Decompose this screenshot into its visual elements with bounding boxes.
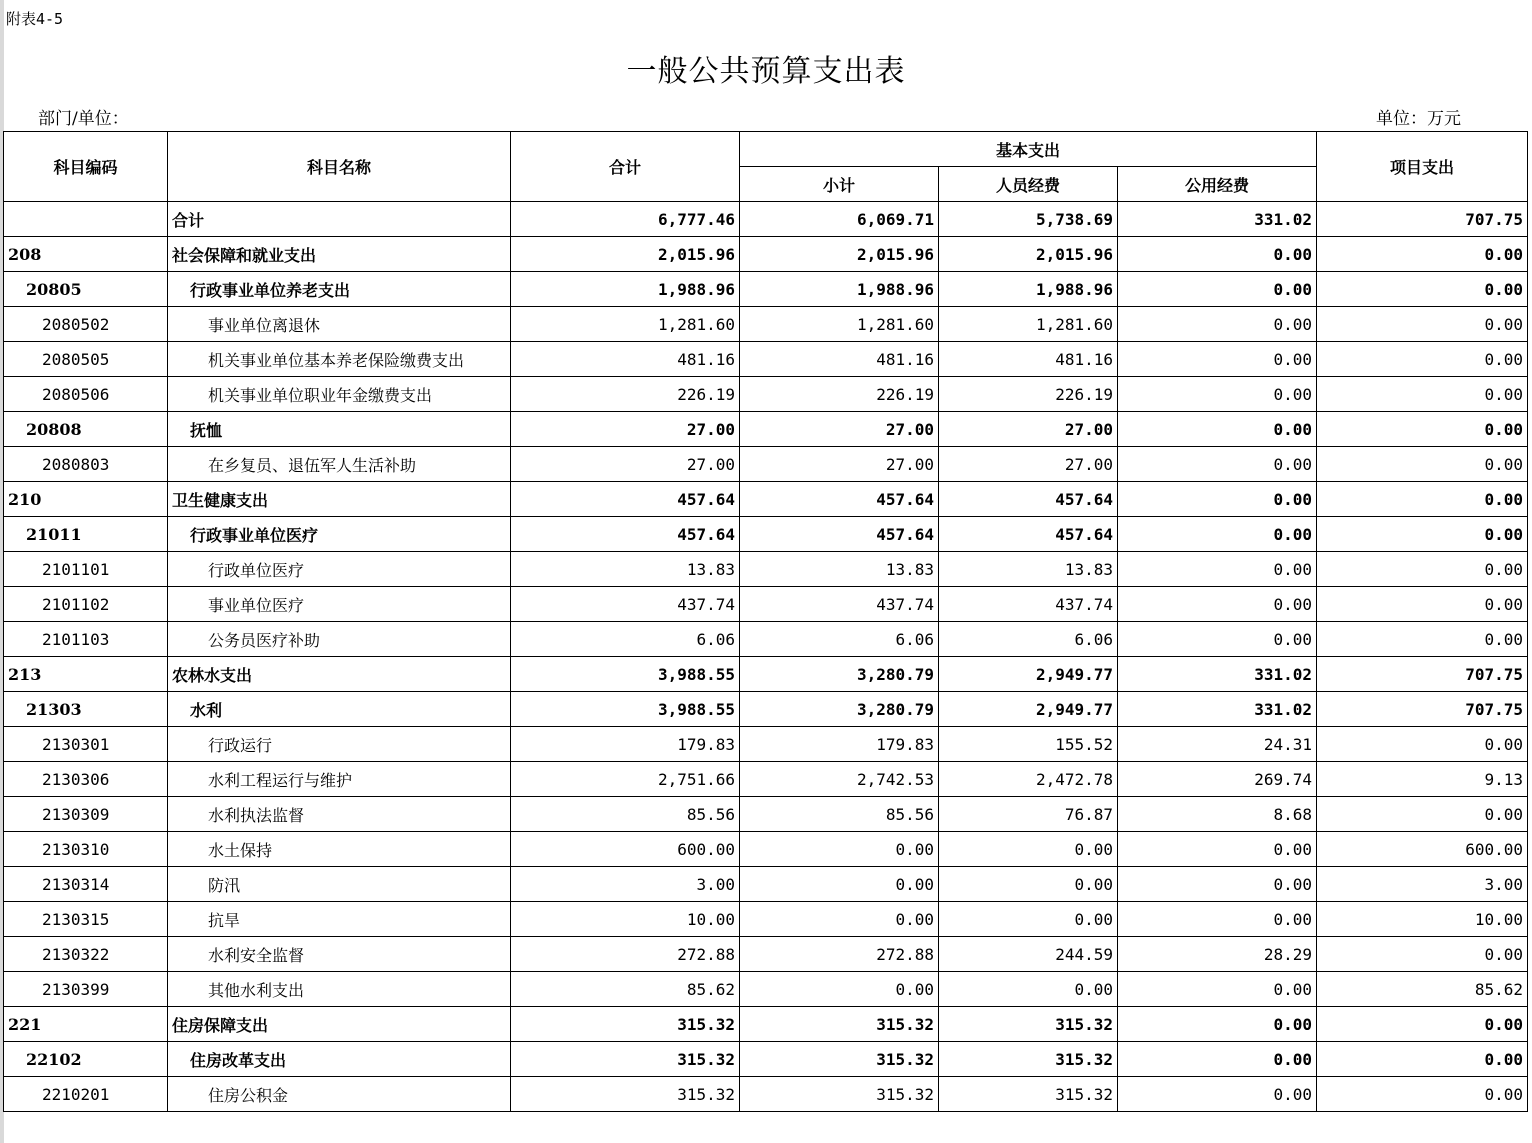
cell-personnel: 457.64 bbox=[939, 517, 1118, 552]
cell-project: 0.00 bbox=[1317, 482, 1528, 517]
cell-total: 315.32 bbox=[511, 1007, 740, 1042]
cell-name: 水利执法监督 bbox=[168, 797, 511, 832]
table-row bbox=[4, 412, 1528, 447]
cell-project: 85.62 bbox=[1317, 972, 1528, 1007]
table-row bbox=[4, 377, 1528, 412]
cell-code: 208 bbox=[4, 237, 168, 272]
cell-public: 0.00 bbox=[1118, 1007, 1317, 1042]
table-row bbox=[4, 447, 1528, 482]
cell-public: 0.00 bbox=[1118, 832, 1317, 867]
cell-subtotal: 6,069.71 bbox=[740, 202, 939, 237]
cell-total: 481.16 bbox=[511, 342, 740, 377]
cell-total: 1,281.60 bbox=[511, 307, 740, 342]
cell-public: 331.02 bbox=[1118, 692, 1317, 727]
cell-name: 公务员医疗补助 bbox=[168, 622, 511, 657]
table-row bbox=[4, 1007, 1528, 1042]
cell-code: 22102 bbox=[4, 1042, 168, 1077]
cell-subtotal: 6.06 bbox=[740, 622, 939, 657]
cell-name: 机关事业单位职业年金缴费支出 bbox=[168, 377, 511, 412]
cell-personnel: 226.19 bbox=[939, 377, 1118, 412]
cell-code: 2130306 bbox=[4, 762, 168, 797]
cell-code: 2210201 bbox=[4, 1077, 168, 1112]
cell-subtotal: 0.00 bbox=[740, 832, 939, 867]
cell-public: 0.00 bbox=[1118, 342, 1317, 377]
cell-code: 20808 bbox=[4, 412, 168, 447]
cell-name: 行政运行 bbox=[168, 727, 511, 762]
cell-name: 行政事业单位养老支出 bbox=[168, 272, 511, 307]
cell-public: 8.68 bbox=[1118, 797, 1317, 832]
table-row bbox=[4, 937, 1528, 972]
cell-project: 0.00 bbox=[1317, 727, 1528, 762]
cell-name: 行政事业单位医疗 bbox=[168, 517, 511, 552]
cell-name: 卫生健康支出 bbox=[168, 482, 511, 517]
table-row bbox=[4, 342, 1528, 377]
cell-code: 21011 bbox=[4, 517, 168, 552]
cell-subtotal: 315.32 bbox=[740, 1042, 939, 1077]
cell-total: 27.00 bbox=[511, 412, 740, 447]
cell-personnel: 457.64 bbox=[939, 482, 1118, 517]
cell-public: 24.31 bbox=[1118, 727, 1317, 762]
cell-project: 0.00 bbox=[1317, 937, 1528, 972]
cell-public: 0.00 bbox=[1118, 377, 1317, 412]
cell-project: 0.00 bbox=[1317, 377, 1528, 412]
cell-personnel: 1,281.60 bbox=[939, 307, 1118, 342]
cell-name: 住房改革支出 bbox=[168, 1042, 511, 1077]
cell-subtotal: 179.83 bbox=[740, 727, 939, 762]
cell-project: 0.00 bbox=[1317, 272, 1528, 307]
cell-code bbox=[4, 202, 168, 237]
cell-total: 6,777.46 bbox=[511, 202, 740, 237]
cell-public: 0.00 bbox=[1118, 1042, 1317, 1077]
cell-name: 其他水利支出 bbox=[168, 972, 511, 1007]
cell-project: 0.00 bbox=[1317, 412, 1528, 447]
cell-code: 2101101 bbox=[4, 552, 168, 587]
header-project: 项目支出 bbox=[1317, 132, 1528, 202]
table-row bbox=[4, 762, 1528, 797]
cell-subtotal: 272.88 bbox=[740, 937, 939, 972]
cell-code: 210 bbox=[4, 482, 168, 517]
cell-project: 9.13 bbox=[1317, 762, 1528, 797]
cell-project: 0.00 bbox=[1317, 622, 1528, 657]
budget-table bbox=[3, 131, 1528, 1112]
cell-public: 0.00 bbox=[1118, 482, 1317, 517]
cell-subtotal: 226.19 bbox=[740, 377, 939, 412]
cell-code: 2080505 bbox=[4, 342, 168, 377]
cell-personnel: 481.16 bbox=[939, 342, 1118, 377]
cell-personnel: 1,988.96 bbox=[939, 272, 1118, 307]
cell-total: 600.00 bbox=[511, 832, 740, 867]
cell-personnel: 27.00 bbox=[939, 447, 1118, 482]
cell-personnel: 437.74 bbox=[939, 587, 1118, 622]
cell-subtotal: 2,015.96 bbox=[740, 237, 939, 272]
header-personnel: 人员经费 bbox=[939, 167, 1118, 202]
cell-project: 10.00 bbox=[1317, 902, 1528, 937]
cell-code: 2130309 bbox=[4, 797, 168, 832]
cell-name: 事业单位离退休 bbox=[168, 307, 511, 342]
cell-personnel: 315.32 bbox=[939, 1077, 1118, 1112]
table-row bbox=[4, 482, 1528, 517]
page-title: 一般公共预算支出表 bbox=[626, 54, 906, 89]
header-basic: 基本支出 bbox=[740, 132, 1317, 167]
cell-project: 0.00 bbox=[1317, 342, 1528, 377]
cell-subtotal: 0.00 bbox=[740, 902, 939, 937]
cell-code: 2080506 bbox=[4, 377, 168, 412]
cell-public: 0.00 bbox=[1118, 412, 1317, 447]
cell-code: 2130310 bbox=[4, 832, 168, 867]
cell-name: 水利安全监督 bbox=[168, 937, 511, 972]
cell-project: 0.00 bbox=[1317, 237, 1528, 272]
cell-personnel: 0.00 bbox=[939, 972, 1118, 1007]
cell-code: 2130301 bbox=[4, 727, 168, 762]
cell-total: 85.56 bbox=[511, 797, 740, 832]
cell-code: 21303 bbox=[4, 692, 168, 727]
cell-subtotal: 315.32 bbox=[740, 1077, 939, 1112]
table-row bbox=[4, 832, 1528, 867]
cell-project: 0.00 bbox=[1317, 1077, 1528, 1112]
cell-subtotal: 1,281.60 bbox=[740, 307, 939, 342]
appendix-label: 附表4-5 bbox=[6, 10, 64, 28]
cell-name: 合计 bbox=[168, 202, 511, 237]
cell-personnel: 76.87 bbox=[939, 797, 1118, 832]
cell-project: 0.00 bbox=[1317, 587, 1528, 622]
cell-total: 6.06 bbox=[511, 622, 740, 657]
cell-project: 3.00 bbox=[1317, 867, 1528, 902]
table-row bbox=[4, 552, 1528, 587]
cell-total: 3,988.55 bbox=[511, 692, 740, 727]
cell-name: 住房公积金 bbox=[168, 1077, 511, 1112]
cell-public: 0.00 bbox=[1118, 867, 1317, 902]
table-row bbox=[4, 657, 1528, 692]
cell-personnel: 155.52 bbox=[939, 727, 1118, 762]
cell-total: 179.83 bbox=[511, 727, 740, 762]
cell-public: 269.74 bbox=[1118, 762, 1317, 797]
table-row bbox=[4, 797, 1528, 832]
cell-code: 20805 bbox=[4, 272, 168, 307]
header-public: 公用经费 bbox=[1118, 167, 1317, 202]
table-body bbox=[4, 202, 1528, 1112]
cell-personnel: 2,949.77 bbox=[939, 657, 1118, 692]
cell-project: 707.75 bbox=[1317, 657, 1528, 692]
cell-project: 707.75 bbox=[1317, 692, 1528, 727]
unit-label: 单位：万元 bbox=[1376, 109, 1461, 129]
table-row bbox=[4, 272, 1528, 307]
cell-subtotal: 27.00 bbox=[740, 447, 939, 482]
cell-public: 0.00 bbox=[1118, 517, 1317, 552]
cell-total: 3.00 bbox=[511, 867, 740, 902]
cell-code: 221 bbox=[4, 1007, 168, 1042]
table-row bbox=[4, 587, 1528, 622]
table-row bbox=[4, 517, 1528, 552]
cell-personnel: 0.00 bbox=[939, 867, 1118, 902]
cell-project: 0.00 bbox=[1317, 552, 1528, 587]
cell-personnel: 6.06 bbox=[939, 622, 1118, 657]
cell-public: 0.00 bbox=[1118, 972, 1317, 1007]
cell-total: 437.74 bbox=[511, 587, 740, 622]
table-row bbox=[4, 307, 1528, 342]
cell-code: 2130315 bbox=[4, 902, 168, 937]
cell-name: 抗旱 bbox=[168, 902, 511, 937]
cell-total: 3,988.55 bbox=[511, 657, 740, 692]
cell-subtotal: 457.64 bbox=[740, 482, 939, 517]
cell-name: 行政单位医疗 bbox=[168, 552, 511, 587]
cell-name: 水利 bbox=[168, 692, 511, 727]
table-row bbox=[4, 237, 1528, 272]
cell-total: 272.88 bbox=[511, 937, 740, 972]
cell-subtotal: 3,280.79 bbox=[740, 692, 939, 727]
cell-project: 0.00 bbox=[1317, 307, 1528, 342]
cell-subtotal: 85.56 bbox=[740, 797, 939, 832]
cell-personnel: 315.32 bbox=[939, 1007, 1118, 1042]
cell-subtotal: 1,988.96 bbox=[740, 272, 939, 307]
cell-public: 0.00 bbox=[1118, 902, 1317, 937]
table-row bbox=[4, 902, 1528, 937]
cell-subtotal: 3,280.79 bbox=[740, 657, 939, 692]
table-row bbox=[4, 1077, 1528, 1112]
header-name: 科目名称 bbox=[168, 132, 511, 202]
cell-total: 457.64 bbox=[511, 517, 740, 552]
header-subtotal: 小计 bbox=[740, 167, 939, 202]
cell-total: 226.19 bbox=[511, 377, 740, 412]
cell-project: 707.75 bbox=[1317, 202, 1528, 237]
cell-name: 水土保持 bbox=[168, 832, 511, 867]
table-row bbox=[4, 622, 1528, 657]
cell-name: 机关事业单位基本养老保险缴费支出 bbox=[168, 342, 511, 377]
cell-code: 2130322 bbox=[4, 937, 168, 972]
table-row bbox=[4, 692, 1528, 727]
cell-personnel: 27.00 bbox=[939, 412, 1118, 447]
cell-public: 0.00 bbox=[1118, 587, 1317, 622]
table-row bbox=[4, 727, 1528, 762]
cell-public: 331.02 bbox=[1118, 657, 1317, 692]
cell-code: 2080502 bbox=[4, 307, 168, 342]
cell-subtotal: 315.32 bbox=[740, 1007, 939, 1042]
cell-total: 2,751.66 bbox=[511, 762, 740, 797]
table-row bbox=[4, 1042, 1528, 1077]
cell-code: 2101102 bbox=[4, 587, 168, 622]
cell-public: 0.00 bbox=[1118, 307, 1317, 342]
cell-total: 2,015.96 bbox=[511, 237, 740, 272]
cell-code: 213 bbox=[4, 657, 168, 692]
cell-total: 10.00 bbox=[511, 902, 740, 937]
cell-public: 0.00 bbox=[1118, 272, 1317, 307]
department-label: 部门/单位： bbox=[38, 109, 129, 129]
cell-total: 27.00 bbox=[511, 447, 740, 482]
cell-public: 0.00 bbox=[1118, 447, 1317, 482]
cell-personnel: 2,015.96 bbox=[939, 237, 1118, 272]
cell-public: 0.00 bbox=[1118, 552, 1317, 587]
cell-subtotal: 481.16 bbox=[740, 342, 939, 377]
cell-name: 在乡复员、退伍军人生活补助 bbox=[168, 447, 511, 482]
header-total: 合计 bbox=[511, 132, 740, 202]
cell-project: 600.00 bbox=[1317, 832, 1528, 867]
cell-personnel: 2,949.77 bbox=[939, 692, 1118, 727]
cell-personnel: 0.00 bbox=[939, 902, 1118, 937]
cell-personnel: 315.32 bbox=[939, 1042, 1118, 1077]
cell-name: 住房保障支出 bbox=[168, 1007, 511, 1042]
cell-personnel: 5,738.69 bbox=[939, 202, 1118, 237]
cell-subtotal: 0.00 bbox=[740, 867, 939, 902]
cell-public: 0.00 bbox=[1118, 237, 1317, 272]
header-code: 科目编码 bbox=[4, 132, 168, 202]
cell-project: 0.00 bbox=[1317, 1007, 1528, 1042]
cell-name: 防汛 bbox=[168, 867, 511, 902]
cell-subtotal: 2,742.53 bbox=[740, 762, 939, 797]
cell-project: 0.00 bbox=[1317, 797, 1528, 832]
cell-personnel: 244.59 bbox=[939, 937, 1118, 972]
cell-public: 28.29 bbox=[1118, 937, 1317, 972]
cell-total: 13.83 bbox=[511, 552, 740, 587]
cell-subtotal: 0.00 bbox=[740, 972, 939, 1007]
cell-name: 抚恤 bbox=[168, 412, 511, 447]
cell-project: 0.00 bbox=[1317, 1042, 1528, 1077]
cell-personnel: 0.00 bbox=[939, 832, 1118, 867]
table-row bbox=[4, 972, 1528, 1007]
cell-project: 0.00 bbox=[1317, 447, 1528, 482]
cell-code: 2101103 bbox=[4, 622, 168, 657]
cell-code: 2130314 bbox=[4, 867, 168, 902]
cell-name: 农林水支出 bbox=[168, 657, 511, 692]
table-row bbox=[4, 867, 1528, 902]
cell-personnel: 13.83 bbox=[939, 552, 1118, 587]
cell-public: 0.00 bbox=[1118, 622, 1317, 657]
cell-subtotal: 437.74 bbox=[740, 587, 939, 622]
cell-total: 85.62 bbox=[511, 972, 740, 1007]
cell-subtotal: 13.83 bbox=[740, 552, 939, 587]
cell-subtotal: 457.64 bbox=[740, 517, 939, 552]
table-row bbox=[4, 202, 1528, 237]
cell-subtotal: 27.00 bbox=[740, 412, 939, 447]
cell-personnel: 2,472.78 bbox=[939, 762, 1118, 797]
cell-name: 社会保障和就业支出 bbox=[168, 237, 511, 272]
cell-public: 0.00 bbox=[1118, 1077, 1317, 1112]
cell-code: 2080803 bbox=[4, 447, 168, 482]
cell-total: 1,988.96 bbox=[511, 272, 740, 307]
cell-name: 水利工程运行与维护 bbox=[168, 762, 511, 797]
cell-total: 457.64 bbox=[511, 482, 740, 517]
cell-total: 315.32 bbox=[511, 1042, 740, 1077]
cell-project: 0.00 bbox=[1317, 517, 1528, 552]
cell-public: 331.02 bbox=[1118, 202, 1317, 237]
cell-name: 事业单位医疗 bbox=[168, 587, 511, 622]
cell-code: 2130399 bbox=[4, 972, 168, 1007]
cell-total: 315.32 bbox=[511, 1077, 740, 1112]
